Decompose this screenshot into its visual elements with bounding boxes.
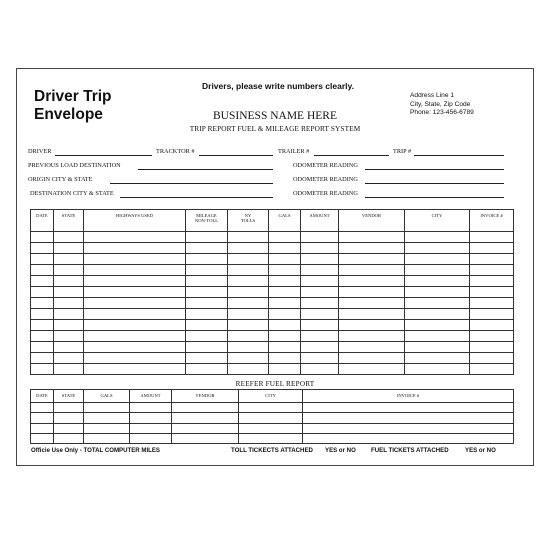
trip-table-cell[interactable] xyxy=(228,265,269,276)
reefer-table-header-cell: INVOICE # xyxy=(303,390,514,403)
reefer-table-cell[interactable] xyxy=(303,433,514,443)
reefer-fuel-table xyxy=(30,389,514,444)
reefer-table-cell[interactable] xyxy=(303,413,514,423)
trip-table-cell[interactable] xyxy=(405,309,470,320)
origin-label: ORIGIN CITY & STATE xyxy=(28,176,93,183)
trip-label: TRIP # xyxy=(393,148,412,155)
trip-table-cell[interactable] xyxy=(301,364,339,375)
trip-table-row xyxy=(31,298,514,309)
trip-table-cell[interactable] xyxy=(84,254,186,265)
reefer-table-cell[interactable] xyxy=(84,413,130,423)
trip-table-cell[interactable] xyxy=(339,342,405,353)
tractor-label: TRACKTOR # xyxy=(156,148,195,155)
trip-table-cell[interactable] xyxy=(405,265,470,276)
reefer-table-cell[interactable] xyxy=(84,433,130,443)
trip-table-header-cell: VENDOR xyxy=(339,210,405,232)
odometer-field-1[interactable] xyxy=(365,169,504,170)
trip-table-row xyxy=(31,276,514,287)
trip-table-cell[interactable] xyxy=(470,309,514,320)
trip-table-row xyxy=(31,243,514,254)
trip-table-cell[interactable] xyxy=(339,232,405,243)
trip-table-cell[interactable] xyxy=(269,342,301,353)
reefer-table-cell[interactable] xyxy=(239,423,303,433)
trip-table-cell[interactable] xyxy=(84,320,186,331)
trip-table-cell[interactable] xyxy=(470,254,514,265)
trip-table-cell[interactable] xyxy=(31,254,54,265)
trip-table-cell[interactable] xyxy=(54,342,84,353)
reefer-table-cell[interactable] xyxy=(84,423,130,433)
trip-table-cell[interactable] xyxy=(269,298,301,309)
trip-table-cell[interactable] xyxy=(470,320,514,331)
trip-table-cell[interactable] xyxy=(339,320,405,331)
trip-table-cell[interactable] xyxy=(186,243,228,254)
trip-table-cell[interactable] xyxy=(405,298,470,309)
trip-table-cell[interactable] xyxy=(228,364,269,375)
trip-table-cell[interactable] xyxy=(405,364,470,375)
trip-table-header-cell: INVOICE # xyxy=(470,210,514,232)
form-title-line-2: Envelope xyxy=(34,106,103,123)
trip-table-cell[interactable] xyxy=(228,353,269,364)
reefer-table-cell[interactable] xyxy=(130,413,172,423)
trip-table-cell[interactable] xyxy=(31,265,54,276)
reefer-table-header-cell: STATE xyxy=(54,390,84,403)
trip-table-header-cell: GALS xyxy=(269,210,301,232)
trailer-label: TRAILER # xyxy=(278,148,310,155)
reefer-table-cell[interactable] xyxy=(172,413,239,423)
previous-load-field[interactable] xyxy=(138,169,273,170)
trip-table-row xyxy=(31,232,514,243)
odometer-label-2: ODOMETER READING xyxy=(293,176,358,183)
trip-table-header-cell: STATE xyxy=(54,210,84,232)
trip-table-cell[interactable] xyxy=(54,309,84,320)
trip-table-header-cell: HIGHWAYS USED xyxy=(84,210,186,232)
trip-table-row xyxy=(31,254,514,265)
trip-table-header-cell: CITY xyxy=(405,210,470,232)
trip-table-cell[interactable] xyxy=(186,276,228,287)
trip-table-cell[interactable] xyxy=(470,364,514,375)
odometer-label-1: ODOMETER READING xyxy=(293,162,358,169)
reefer-table-cell[interactable] xyxy=(172,403,239,413)
trip-table-cell[interactable] xyxy=(186,265,228,276)
reefer-table-cell[interactable] xyxy=(54,403,84,413)
trip-table-cell[interactable] xyxy=(470,331,514,342)
reefer-table-cell[interactable] xyxy=(239,403,303,413)
trip-table-cell[interactable] xyxy=(186,309,228,320)
trip-table-cell[interactable] xyxy=(31,276,54,287)
trip-table-cell[interactable] xyxy=(54,298,84,309)
trip-table-cell[interactable] xyxy=(54,287,84,298)
trip-table-cell[interactable] xyxy=(301,276,339,287)
trip-table-cell[interactable] xyxy=(269,254,301,265)
trip-table-header-cell: NY TOLLS xyxy=(228,210,269,232)
trip-table-row xyxy=(31,331,514,342)
trip-table-cell[interactable] xyxy=(339,265,405,276)
destination-field[interactable] xyxy=(120,197,273,198)
trip-table-cell[interactable] xyxy=(54,254,84,265)
driver-label: DRIVER xyxy=(28,148,52,155)
trip-table-cell[interactable] xyxy=(301,342,339,353)
reefer-table-row xyxy=(31,403,514,413)
trip-table-cell[interactable] xyxy=(269,309,301,320)
trip-table-cell[interactable] xyxy=(54,276,84,287)
trip-table-cell[interactable] xyxy=(31,342,54,353)
trip-table-row xyxy=(31,342,514,353)
reefer-table-cell[interactable] xyxy=(303,403,514,413)
address-line-2: City, State, Zip Code xyxy=(410,100,471,108)
trip-table-cell[interactable] xyxy=(470,265,514,276)
trip-table-cell[interactable] xyxy=(470,298,514,309)
reefer-table-cell[interactable] xyxy=(172,433,239,443)
trip-table-cell[interactable] xyxy=(84,232,186,243)
reefer-table-cell[interactable] xyxy=(31,423,54,433)
trip-table-cell[interactable] xyxy=(228,320,269,331)
trip-table-cell[interactable] xyxy=(269,287,301,298)
trip-table-cell[interactable] xyxy=(84,364,186,375)
trip-table-cell[interactable] xyxy=(470,276,514,287)
odometer-field-2[interactable] xyxy=(365,183,504,184)
trip-table-cell[interactable] xyxy=(84,265,186,276)
address-line-1: Address Line 1 xyxy=(410,92,454,99)
trip-table-row xyxy=(31,353,514,364)
destination-label: DESTINATION CITY & STATE xyxy=(30,190,114,197)
origin-field[interactable] xyxy=(110,183,273,184)
trip-table-cell[interactable] xyxy=(301,298,339,309)
trip-table-cell[interactable] xyxy=(339,309,405,320)
previous-load-label: PREVIOUS LOAD DESTINATION xyxy=(28,162,121,169)
reefer-table-cell[interactable] xyxy=(54,433,84,443)
reefer-table-header-cell: DATE xyxy=(31,390,54,403)
toll-yes-no[interactable]: YES or NO xyxy=(325,447,356,454)
trip-table-cell[interactable] xyxy=(84,309,186,320)
tractor-field[interactable] xyxy=(199,155,273,156)
trip-table-cell[interactable] xyxy=(470,232,514,243)
trip-table-cell[interactable] xyxy=(339,353,405,364)
trip-table-cell[interactable] xyxy=(470,243,514,254)
trip-table-header-cell: MILEAGE NON-TOLL xyxy=(186,210,228,232)
report-subtitle: TRIP REPORT FUEL & MILEAGE REPORT SYSTEM xyxy=(189,124,361,133)
trip-table-cell[interactable] xyxy=(405,232,470,243)
trip-table-cell[interactable] xyxy=(54,320,84,331)
reefer-table-cell[interactable] xyxy=(31,403,54,413)
odometer-field-3[interactable] xyxy=(365,197,504,198)
reefer-table-cell[interactable] xyxy=(54,423,84,433)
trip-table-cell[interactable] xyxy=(186,342,228,353)
reefer-table-cell[interactable] xyxy=(239,413,303,423)
trip-table-header-cell: DATE xyxy=(31,210,54,232)
trip-table-cell[interactable] xyxy=(228,287,269,298)
trip-table-header-cell: AMOUNT xyxy=(301,210,339,232)
trip-table-cell[interactable] xyxy=(301,309,339,320)
trip-table-cell[interactable] xyxy=(228,254,269,265)
trip-table-cell[interactable] xyxy=(186,232,228,243)
trip-table-cell[interactable] xyxy=(405,243,470,254)
trip-table-cell[interactable] xyxy=(54,364,84,375)
trip-table-cell[interactable] xyxy=(405,287,470,298)
reefer-table-cell[interactable] xyxy=(130,433,172,443)
form-title-line-1: Driver Trip xyxy=(34,88,112,105)
trip-table-cell[interactable] xyxy=(31,243,54,254)
trip-table-cell[interactable] xyxy=(470,342,514,353)
trip-table-cell[interactable] xyxy=(228,331,269,342)
trip-table-cell[interactable] xyxy=(339,243,405,254)
trip-table-cell[interactable] xyxy=(405,353,470,364)
trip-table-cell[interactable] xyxy=(339,276,405,287)
reefer-table-cell[interactable] xyxy=(84,403,130,413)
trip-table-row xyxy=(31,309,514,320)
reefer-table-cell[interactable] xyxy=(303,423,514,433)
trip-table-cell[interactable] xyxy=(31,287,54,298)
trip-table-cell[interactable] xyxy=(54,232,84,243)
fuel-yes-no[interactable]: YES or NO xyxy=(465,447,496,454)
trip-table-cell[interactable] xyxy=(301,254,339,265)
trip-table-row xyxy=(31,364,514,375)
trip-table-cell[interactable] xyxy=(301,232,339,243)
trip-table-cell[interactable] xyxy=(84,353,186,364)
trip-table-cell[interactable] xyxy=(31,232,54,243)
trip-table-cell[interactable] xyxy=(84,276,186,287)
trip-table-cell[interactable] xyxy=(301,320,339,331)
trip-table-row xyxy=(31,287,514,298)
reefer-table-cell[interactable] xyxy=(239,433,303,443)
trip-table-cell[interactable] xyxy=(405,331,470,342)
trip-table-cell[interactable] xyxy=(301,353,339,364)
trip-table-cell[interactable] xyxy=(228,309,269,320)
trip-table-cell[interactable] xyxy=(269,232,301,243)
trip-table-cell[interactable] xyxy=(31,353,54,364)
reefer-table-header-cell: AMOUNT xyxy=(130,390,172,403)
trip-table-cell[interactable] xyxy=(405,320,470,331)
trip-fuel-table xyxy=(30,209,514,375)
reefer-table-header-cell: VENDOR xyxy=(172,390,239,403)
trip-table-cell[interactable] xyxy=(269,320,301,331)
trip-table-cell[interactable] xyxy=(54,243,84,254)
trip-table-cell[interactable] xyxy=(228,276,269,287)
reefer-table-cell[interactable] xyxy=(31,433,54,443)
trip-table-row xyxy=(31,320,514,331)
trip-table-cell[interactable] xyxy=(84,342,186,353)
trip-table-cell[interactable] xyxy=(269,276,301,287)
reefer-table-cell[interactable] xyxy=(130,403,172,413)
trip-table-cell[interactable] xyxy=(470,353,514,364)
trip-table-cell[interactable] xyxy=(31,298,54,309)
trip-table-cell[interactable] xyxy=(405,342,470,353)
trip-table-cell[interactable] xyxy=(228,243,269,254)
reefer-table-header-cell: CITY xyxy=(239,390,303,403)
trip-table-cell[interactable] xyxy=(339,331,405,342)
office-use-label: Officie Use Only - TOTAL COMPUTER MILES xyxy=(31,447,160,454)
trip-table-cell[interactable] xyxy=(228,298,269,309)
business-name: BUSINESS NAME HERE xyxy=(213,110,337,122)
trip-table-cell[interactable] xyxy=(54,265,84,276)
reefer-table-row xyxy=(31,433,514,443)
trip-table-cell[interactable] xyxy=(301,265,339,276)
reefer-table-header-cell: GALS xyxy=(84,390,130,403)
trip-table-row xyxy=(31,265,514,276)
trip-table-cell[interactable] xyxy=(84,331,186,342)
trip-table-cell[interactable] xyxy=(31,309,54,320)
trip-table-cell[interactable] xyxy=(186,320,228,331)
trip-table-cell[interactable] xyxy=(339,298,405,309)
trip-table-cell[interactable] xyxy=(301,243,339,254)
trip-table-cell[interactable] xyxy=(339,287,405,298)
trip-table-cell[interactable] xyxy=(186,287,228,298)
address-phone: Phone: 123-456-6789 xyxy=(410,109,474,117)
reefer-report-title: REEFER FUEL REPORT xyxy=(235,380,315,388)
trip-table-cell[interactable] xyxy=(54,353,84,364)
reefer-table-cell[interactable] xyxy=(54,413,84,423)
reefer-table-header xyxy=(31,390,514,403)
trip-table-cell[interactable] xyxy=(339,254,405,265)
trip-table-cell[interactable] xyxy=(186,298,228,309)
trip-table-cell[interactable] xyxy=(269,265,301,276)
trip-table-cell[interactable] xyxy=(405,276,470,287)
trip-table-cell[interactable] xyxy=(186,364,228,375)
trip-table-cell[interactable] xyxy=(186,353,228,364)
trip-table-cell[interactable] xyxy=(339,364,405,375)
driver-field[interactable] xyxy=(55,155,152,156)
trip-table-cell[interactable] xyxy=(186,254,228,265)
trip-table-cell[interactable] xyxy=(269,364,301,375)
reefer-table-cell[interactable] xyxy=(130,423,172,433)
trip-table-cell[interactable] xyxy=(228,232,269,243)
trip-table-cell[interactable] xyxy=(269,353,301,364)
trip-table-cell[interactable] xyxy=(269,331,301,342)
reefer-table-cell[interactable] xyxy=(31,413,54,423)
trip-table-cell[interactable] xyxy=(84,298,186,309)
fuel-tickets-label: FUEL TICKETS ATTACHED xyxy=(371,447,449,454)
trip-table-cell[interactable] xyxy=(31,331,54,342)
trip-table-cell[interactable] xyxy=(269,243,301,254)
trailer-field[interactable] xyxy=(314,155,389,156)
trip-table-cell[interactable] xyxy=(84,287,186,298)
trip-table-header xyxy=(31,210,514,232)
trip-table-cell[interactable] xyxy=(31,364,54,375)
write-clearly-notice: Drivers, please write numbers clearly. xyxy=(202,81,354,91)
trip-table-cell[interactable] xyxy=(405,254,470,265)
toll-tickets-label: TOLL TICKECTS ATTACHED xyxy=(231,447,313,454)
trip-table-cell[interactable] xyxy=(470,287,514,298)
trip-table-cell[interactable] xyxy=(301,287,339,298)
reefer-table-cell[interactable] xyxy=(172,423,239,433)
reefer-table-row xyxy=(31,413,514,423)
trip-table-cell[interactable] xyxy=(228,342,269,353)
trip-field[interactable] xyxy=(414,155,504,156)
trip-table-cell[interactable] xyxy=(54,331,84,342)
odometer-label-3: ODOMETER READING xyxy=(293,190,358,197)
trip-table-cell[interactable] xyxy=(84,243,186,254)
reefer-table-row xyxy=(31,423,514,433)
trip-table-cell[interactable] xyxy=(301,331,339,342)
trip-table-cell[interactable] xyxy=(31,320,54,331)
trip-table-cell[interactable] xyxy=(186,331,228,342)
